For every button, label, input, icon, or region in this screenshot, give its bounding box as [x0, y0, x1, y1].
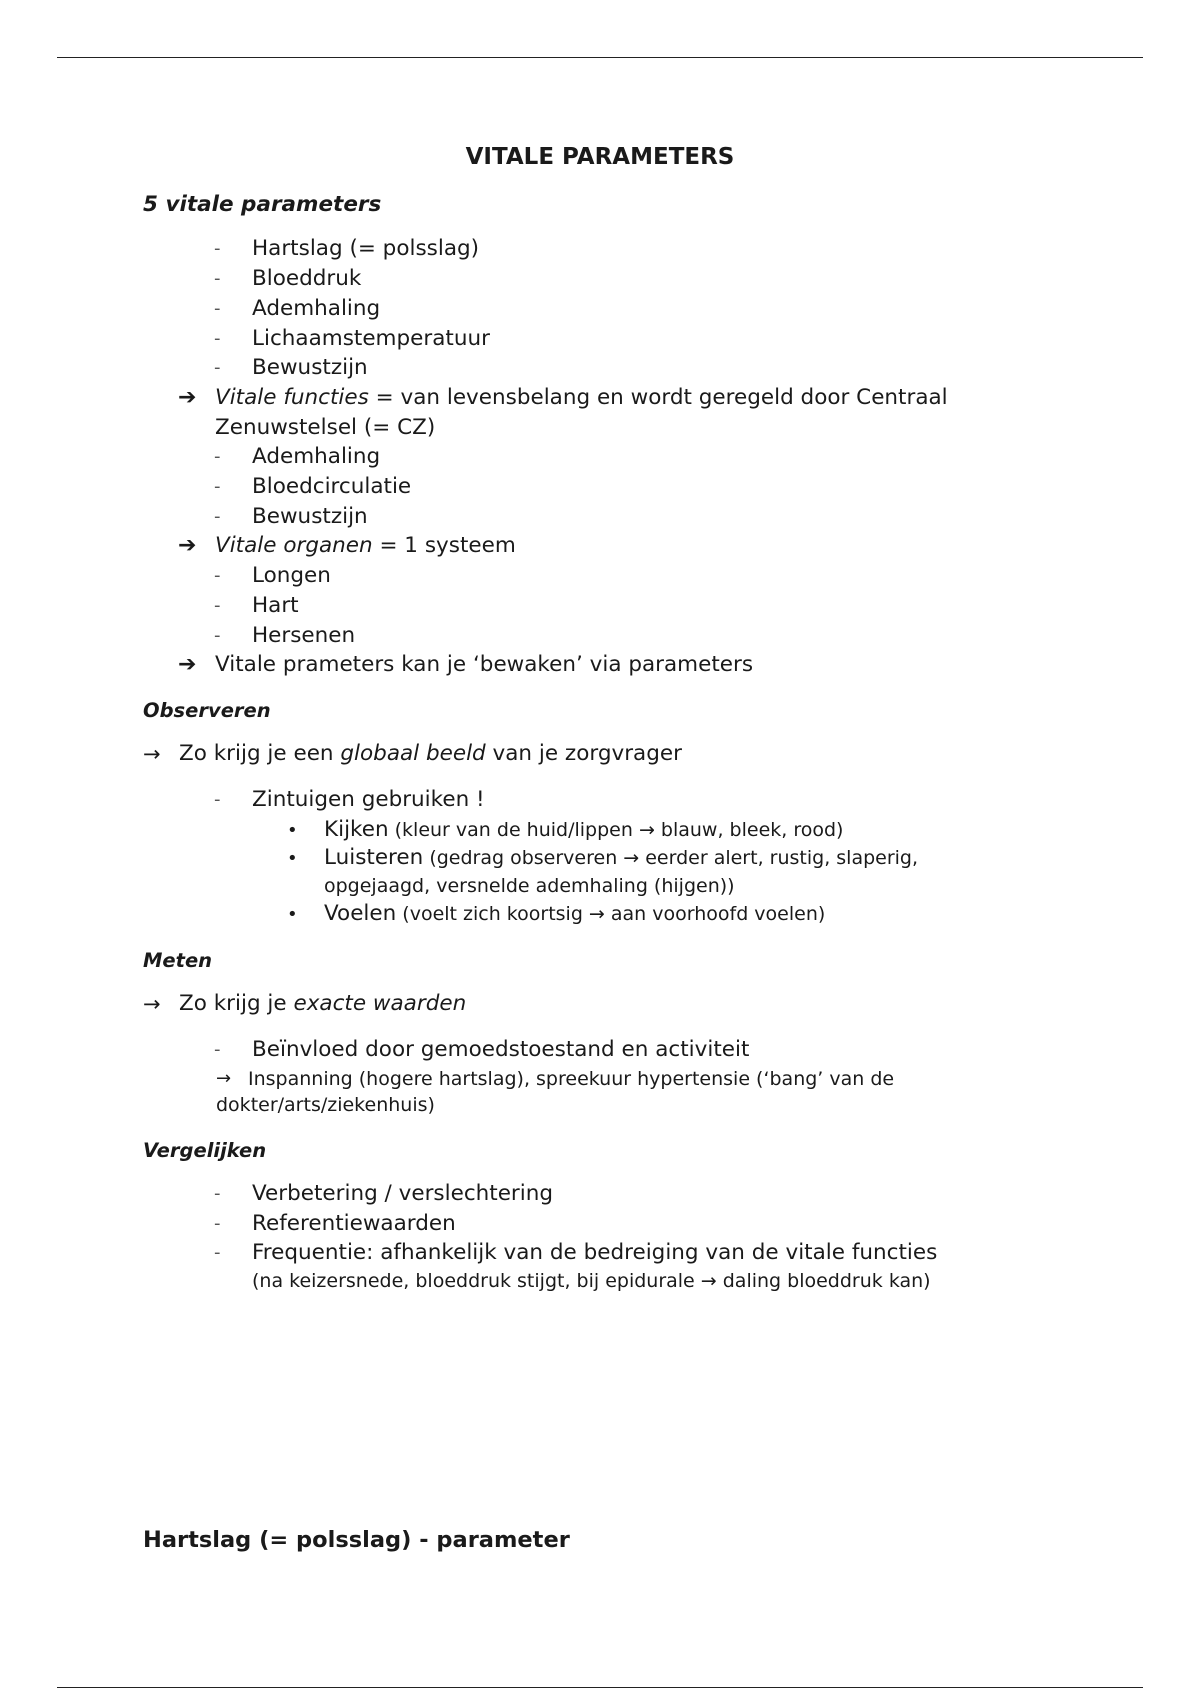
arrow-right-icon: ➔	[178, 652, 197, 677]
dash-icon: -	[214, 476, 221, 497]
vital-organs-line	[215, 532, 516, 560]
observe-bullet-term: Kijken	[324, 817, 389, 842]
header-rule	[57, 57, 1143, 58]
dash-icon: -	[214, 789, 221, 810]
list-item: Verbetering / verslechtering	[252, 1181, 554, 1206]
bullet-icon: •	[287, 820, 298, 841]
dash-icon: -	[214, 446, 221, 467]
observe-bullet	[324, 816, 843, 844]
observe-bullet-detail: (gedrag observeren → eerder alert, rustig, slaperig,	[423, 847, 919, 869]
list-item: Frequentie: afhankelijk van de bedreiging van de vitale functies	[252, 1240, 938, 1265]
vital-functions-definition: = van levensbelang en wordt geregeld door Centraal	[368, 385, 948, 410]
dash-icon: -	[214, 1213, 221, 1234]
list-item: Longen	[252, 563, 331, 588]
list-item: Hersenen	[252, 623, 356, 648]
bullet-icon: •	[287, 848, 298, 869]
dash-icon: -	[214, 328, 221, 349]
observe-summary-post: van je zorgvrager	[485, 741, 682, 766]
arrow-right-icon: ➔	[178, 533, 197, 558]
list-item: Ademhaling	[252, 296, 381, 321]
next-section-heading: Hartslag (= polsslag) - parameter	[143, 1527, 570, 1553]
dash-icon: -	[214, 506, 221, 527]
list-item: Bewustzijn	[252, 355, 368, 380]
list-item: Bloedcirculatie	[252, 474, 412, 499]
observe-bullet	[324, 844, 918, 872]
arrow-right-icon: →	[216, 1068, 232, 1089]
measure-note-line-1: Inspanning (hogere hartslag), spreekuur hypertensie (‘bang’ van de	[248, 1068, 895, 1090]
section-heading-observe: Observeren	[143, 699, 271, 722]
compare-note: (na keizersnede, bloeddruk stijgt, bij epidurale → daling bloeddruk kan)	[252, 1270, 931, 1292]
arrow-right-icon: →	[143, 742, 161, 766]
senses-item: Zintuigen gebruiken !	[252, 787, 485, 812]
section-heading-vital-parameters: 5 vitale parameters	[143, 192, 382, 217]
vital-organs-definition: = 1 systeem	[372, 533, 516, 558]
dash-icon: -	[214, 1039, 221, 1060]
observe-summary	[179, 740, 682, 768]
list-item: Referentiewaarden	[252, 1211, 456, 1236]
measure-summary-pre: Zo krijg je	[179, 991, 294, 1016]
measure-note-line-2: dokter/arts/ziekenhuis)	[216, 1094, 435, 1116]
footer-rule	[57, 1687, 1143, 1688]
observe-bullet-detail: (kleur van de huid/lippen → blauw, bleek, rood)	[388, 819, 844, 841]
vital-functions-term: Vitale functies	[215, 385, 369, 410]
measure-summary-emphasis: exacte waarden	[293, 991, 467, 1016]
list-item: Ademhaling	[252, 444, 381, 469]
list-item: Hart	[252, 593, 299, 618]
dash-icon: -	[214, 268, 221, 289]
list-item: Bewustzijn	[252, 504, 368, 529]
measure-item: Beïnvloed door gemoedstoestand en activiteit	[252, 1037, 750, 1062]
vital-organs-term: Vitale organen	[215, 533, 373, 558]
list-item: Lichaamstemperatuur	[252, 326, 490, 351]
dash-icon: -	[214, 1183, 221, 1204]
dash-icon: -	[214, 357, 221, 378]
list-item: Bloeddruk	[252, 266, 362, 291]
observe-bullet	[324, 900, 825, 928]
dash-icon: -	[214, 565, 221, 586]
bullet-icon: •	[287, 904, 298, 925]
measure-summary	[179, 990, 466, 1018]
arrow-right-icon: →	[143, 992, 161, 1016]
dash-icon: -	[214, 238, 221, 259]
dash-icon: -	[214, 625, 221, 646]
section-heading-measure: Meten	[143, 949, 213, 972]
observe-summary-pre: Zo krijg je een	[179, 741, 341, 766]
observe-bullet-term: Luisteren	[324, 845, 424, 870]
section-heading-compare: Vergelijken	[143, 1139, 267, 1162]
vital-functions-line	[215, 384, 948, 412]
vital-functions-line-2: Zenuwstelsel (= CZ)	[215, 415, 436, 440]
dash-icon: -	[214, 298, 221, 319]
arrow-right-icon: ➔	[178, 385, 197, 410]
observe-bullet-detail-line-2: opgejaagd, versnelde ademhaling (hijgen))	[324, 875, 735, 897]
observe-bullet-term: Voelen	[324, 901, 397, 926]
dash-icon: -	[214, 1242, 221, 1263]
monitor-note: Vitale prameters kan je ‘bewaken’ via parameters	[215, 652, 754, 677]
list-item: Hartslag (= polsslag)	[252, 236, 480, 261]
dash-icon: -	[214, 595, 221, 616]
observe-summary-emphasis: globaal beeld	[340, 741, 486, 766]
page-title: VITALE PARAMETERS	[465, 144, 735, 170]
observe-bullet-detail: (voelt zich koortsig → aan voorhoofd voelen)	[396, 903, 826, 925]
